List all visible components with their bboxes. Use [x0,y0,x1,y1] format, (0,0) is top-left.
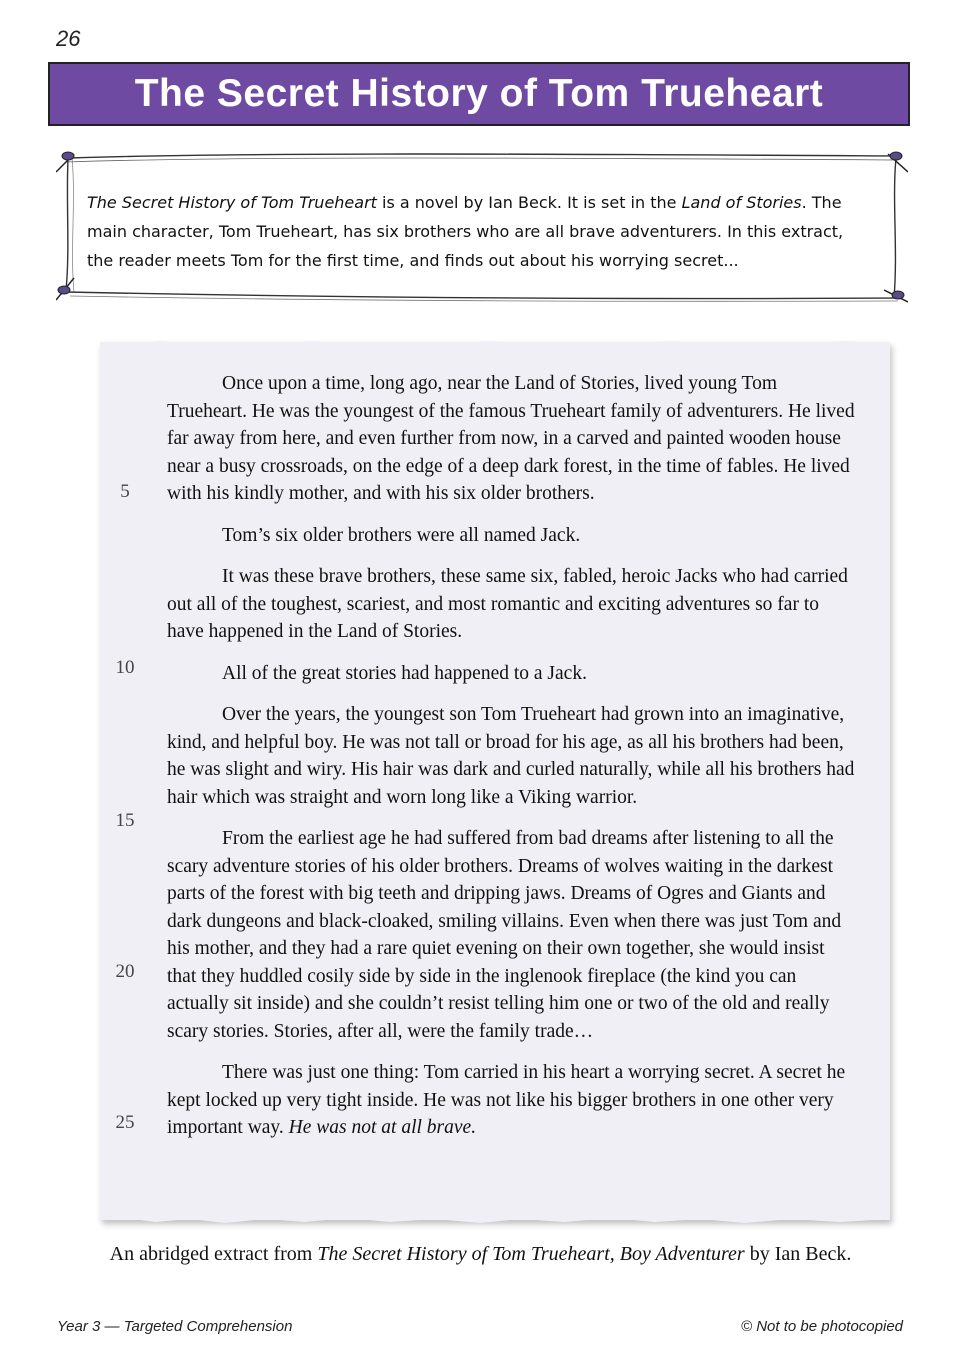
last-paragraph-text: There was just one thing: Tom carried in his heart a worrying secret. A secret he kept locked up very tight inside. He was not like his bigger brothers in one other very important way. [167,1062,846,1138]
footer-copyright: © Not to be photocopied [741,1318,903,1335]
source-caption [0,1243,961,1266]
paragraph: Tom’s six older brothers were all named Jack. [222,524,581,546]
intro-box [56,150,908,305]
intro-text-1: is a novel by Ian Beck. It is set in the [376,193,682,212]
extract-text [167,370,857,1156]
line-number: 15 [115,810,135,831]
line-number: 5 [120,481,130,502]
line-numbers [100,342,160,1220]
line-number: 25 [115,1112,135,1133]
paragraph: From the earliest age he had suffered from bad dreams after listening to all the scary adventure stories of his older brothers. Dreams of wolves waiting in the darkest parts of the forest with big teeth and dripping jaws. Dreams of Ogres and Giants and dark dungeons and black-cloaked, smiling villains. Even when there was just Tom and his mother, and they had a rare quiet evening on their own together, she would insist that they huddled cosily side by side in the inglenook fireplace (the kind you can actually sit inside) and she couldn’t resist telling him one or two of the old and really scary stories. Stories, after all, were the family trade… [167,828,842,1042]
footer-series: Year 3 — Targeted Comprehension [57,1318,293,1335]
pin-icon [56,278,74,300]
paragraph: It was these brave brothers, these same six, fabled, heroic Jacks who had carried out all of the toughest, scariest, and most romantic and exciting adventures so far to have happened in the Land of Stories. [167,566,848,642]
paragraph: All of the great stories had happened to a Jack. [222,662,587,684]
line-number: 20 [115,961,135,982]
intro-text-2: . The main character, Tom Trueheart, has six brothers who are all brave adventurers. In this extract, the reader meets Tom for the first time, and finds out about his worrying secret... [87,193,844,270]
pin-icon [884,290,908,302]
intro-land: Land of Stories [681,193,802,212]
paragraph: Over the years, the youngest son Tom Trueheart had grown into an imaginative, kind, and helpful boy. He was not tall or broad for his age, as all his brothers had been, he was slight and wiry. His hair was dark and curled naturally, while all his brothers had hair which was straight and worn long like a Viking warrior. [167,704,855,808]
page-number: 26 [56,26,81,51]
page-title: The Secret History of Tom Trueheart [134,72,824,115]
caption-book: The Secret History of Tom Trueheart, Boy Adventurer [317,1243,745,1265]
torn-edge-top [100,338,890,348]
paragraph: Once upon a time, long ago, near the Land of Stories, lived young Tom Trueheart. He was the youngest of the famous Trueheart family of adventurers. He lived far away from here, and even further from now, in a carved and painted wooden house near a busy crossroads, on the edge of a deep dark forest, in the time of fables. He lived with his kindly mother, and with his six older brothers. [167,373,855,504]
extract-panel [100,342,890,1220]
intro-text [87,188,867,275]
paragraph [167,1059,857,1142]
line-number: 10 [115,657,135,678]
torn-edge-bottom [100,1215,890,1225]
pin-icon [888,152,908,172]
last-paragraph-italic: He was not at all brave. [288,1117,477,1138]
intro-book-title: The Secret History of Tom Trueheart [87,193,377,212]
caption-suffix: by Ian Beck. [744,1243,852,1265]
caption-prefix: An abridged extract from [109,1243,318,1265]
title-banner [48,62,910,126]
